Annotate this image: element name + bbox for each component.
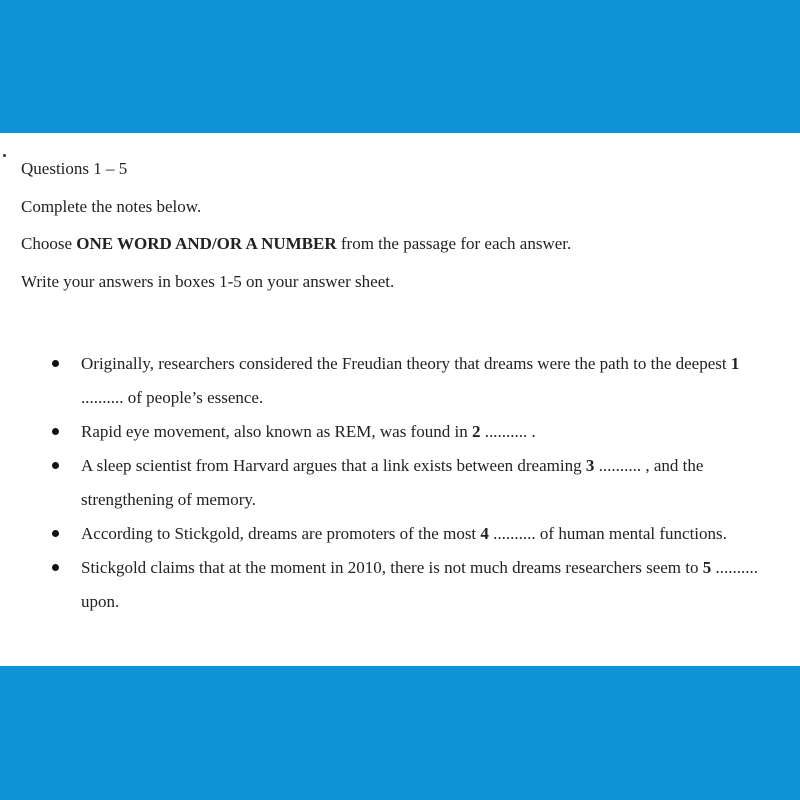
bullet-icon [52,360,59,367]
bullet-icon [52,564,59,571]
note-text: Stickgold claims that at the moment in 2010, there is not much dreams researchers seem to [81,558,703,577]
instruction-complete: Complete the notes below. [21,197,202,216]
bullet-icon [52,530,59,537]
choose-bold-text: ONE WORD AND/OR A NUMBER [76,234,337,253]
note-text-after: .......... of people’s essence. [81,388,264,407]
note-item [0,517,800,551]
note-item [0,551,800,619]
notes-list [0,347,800,619]
question-sheet [0,133,800,666]
choose-prefix: Choose [21,234,77,253]
note-text: According to Stickgold, dreams are promoters of the most [81,524,481,543]
gap-number: 3 [585,456,595,475]
gap-number: 1 [730,354,740,373]
note-item [0,347,800,415]
note-text-after: .......... . [480,422,536,441]
bullet-icon [52,428,59,435]
gap-number: 2 [471,422,481,441]
bullet-icon [52,462,59,469]
corner-mark [3,154,6,157]
top-blue-band [0,0,800,133]
instruction-choose [21,234,571,254]
gap-number: 5 [702,558,712,577]
note-text: A sleep scientist from Harvard argues that a link exists between dreaming [81,456,586,475]
note-text-after: .......... upon. [81,558,759,611]
choose-suffix: from the passage for each answer. [336,234,572,253]
note-text: Originally, researchers considered the Freudian theory that dreams were the path to the deepest [81,354,731,373]
note-text: Rapid eye movement, also known as REM, was found in [81,422,472,441]
gap-number: 4 [480,524,489,543]
bottom-blue-band [0,666,800,800]
instruction-write: Write your answers in boxes 1-5 on your answer sheet. [21,272,395,291]
note-item [0,415,800,449]
note-text-after: .......... of human mental functions. [488,524,727,543]
note-text-after: .......... , and the strengthening of memory. [81,456,704,509]
note-item [0,449,800,517]
questions-heading: Questions 1 – 5 [21,159,128,178]
